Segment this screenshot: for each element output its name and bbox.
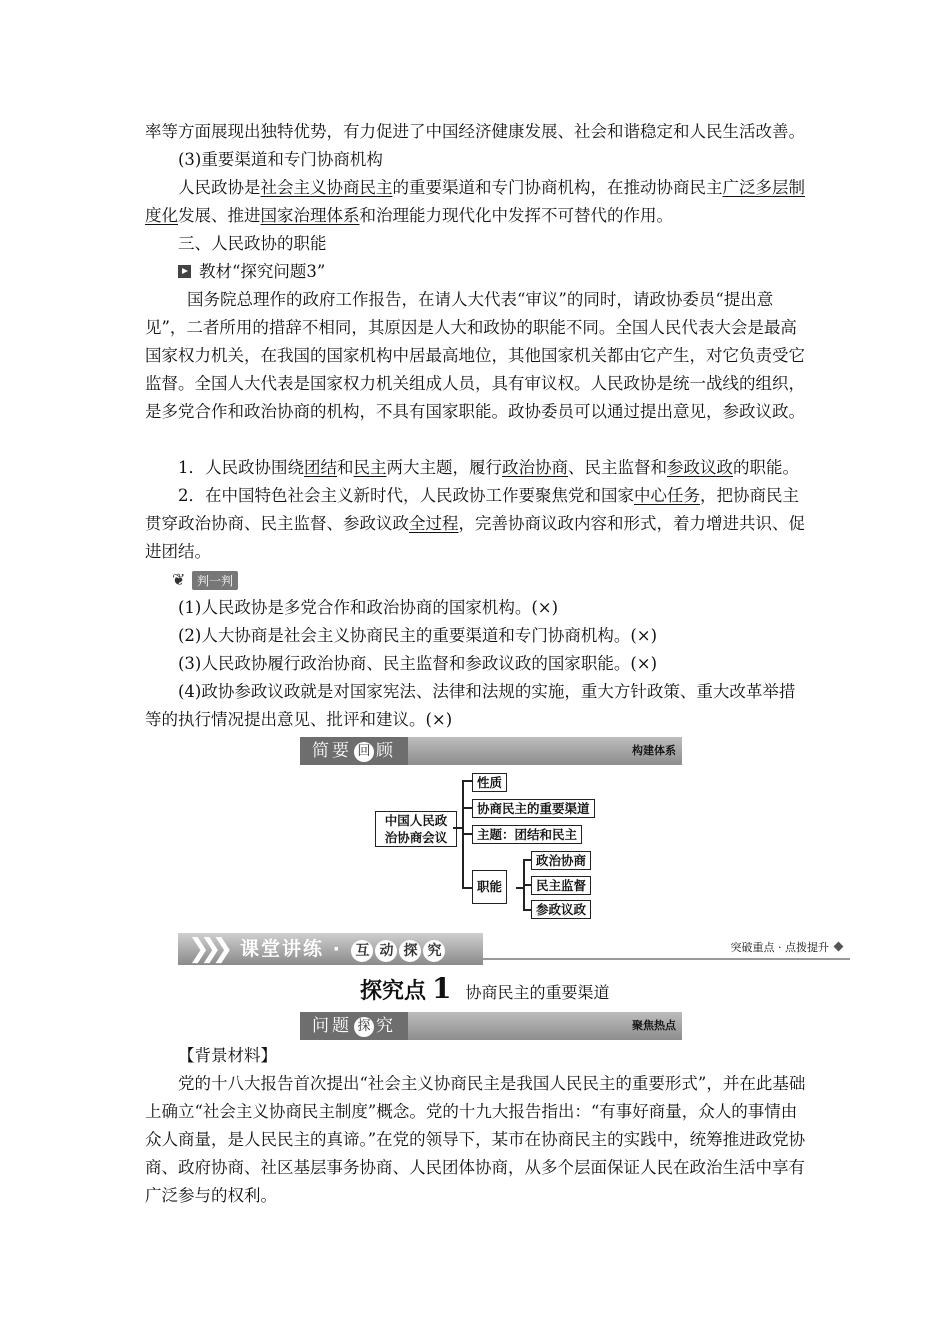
connector	[462, 887, 472, 889]
review-banner	[300, 737, 682, 765]
paragraph-explanation: 国务院总理作的政府工作报告，在请人大代表“审议”的同时，请政协委员“提出意见”，二者所用的措辞不相同，其原因是人大和政协的职能不同。全国人民代表大会是最高国家权力机关，在我国的国家机构中居最高地位，其他国家机关都由它产生，对它负责受它监督。全国人大代表是国家权力机关组成人员，具有审议权。人民政协是统一战线的组织，是多党合作和政治协商的机构，不具有国家职能。政协委员可以通过提出意见，参政议政。	[145, 290, 805, 421]
underlined-term: 社会主义协商民主	[260, 178, 393, 197]
judge-item-4: (4)政协参政议政就是对国家宪法、法律和法规的实施，重大方针政策、重大改革举措等的执行情况提出意见、批评和建议。(×)	[145, 682, 796, 729]
divider	[483, 958, 850, 960]
connector	[462, 807, 472, 809]
underlined-term: 中心任务	[634, 486, 700, 505]
subheading-3: (3)重要渠道和专门协商机构	[178, 150, 383, 169]
explore-point-title: 探究点 1 协商民主的重要渠道	[360, 972, 610, 1005]
mindmap-root: 中国人民政 治协商会议	[375, 811, 457, 847]
underlined-term: 国家治理体系	[260, 206, 360, 225]
question-banner	[300, 1012, 682, 1040]
play-icon	[178, 265, 191, 278]
mindmap-functions: 职能	[472, 870, 507, 904]
connector	[523, 909, 531, 911]
background-label: 【背景材料】	[178, 1046, 277, 1065]
point-1: 1．人民政协围绕团结和民主两大主题，履行政治协商、民主监督和参政议政的职能。	[178, 458, 799, 477]
class-banner-subtitle: 突破重点 · 点拨提升	[731, 939, 843, 955]
mindmap-function-2: 民主监督	[531, 876, 591, 895]
mindmap-nature: 性质	[472, 773, 507, 792]
connector	[462, 780, 472, 782]
class-banner-title: 课堂讲练 · 互 动 探 究	[240, 933, 446, 965]
mind-map	[370, 773, 630, 918]
point-2: 2．在中国特色社会主义新时代，人民政协工作要聚焦党和国家中心任务，把协商民主贯穿政治协商、民主监督、参政议政全过程，完善协商议政内容和形式，着力增进共识、促进团结。	[145, 486, 805, 561]
background-text: 党的十八大报告首次提出“社会主义协商民主是我国人民民主的重要形式”，并在此基础上确立“社会主义协商民主制度”概念。党的十九大报告指出：“有事好商量，众人的事情由众人商量，是人民民主的真谛。”在党的领导下，某市在协商民主的实践中，统筹推进政党协商、政府协商、社区基层事务协商、人民团体协商，从多个层面保证人民在政治生活中享有广泛参与的权利。	[145, 1074, 806, 1205]
underlined-term: 团结	[304, 458, 337, 477]
underlined-term: 民主	[353, 458, 387, 477]
connector	[523, 884, 531, 886]
connector	[462, 833, 472, 835]
underlined-term: 广泛多层制度化	[145, 178, 805, 225]
judge-item-2: (2)人大协商是社会主义协商民主的重要渠道和专门协商机构。(×)	[178, 626, 658, 645]
review-banner-title: 简要 回 顾	[300, 737, 408, 765]
underlined-term: 政治协商	[502, 458, 568, 477]
review-banner-subtitle: 构建体系	[632, 744, 676, 757]
underlined-term: 参政议政	[667, 458, 733, 477]
chevron-right-icon: ❯❯❯	[188, 934, 224, 964]
judge-badge	[172, 570, 238, 590]
paragraph-1: 率等方面展现出独特优势，有力促进了中国经济健康发展、社会和谐稳定和人民生活改善。	[145, 122, 805, 141]
underlined-term: 全过程	[409, 514, 459, 533]
section-heading-3: 三、人民政协的职能	[178, 234, 327, 253]
connector	[523, 859, 531, 861]
judge-label: 判一判	[192, 571, 238, 590]
paragraph-cppcc-channel: 人民政协是社会主义协商民主的重要渠道和专门协商机构，在推动协商民主广泛多层制度化发展、推进国家治理体系和治理能力现代化中发挥不可替代的作用。	[145, 178, 805, 225]
judge-item-1: (1)人民政协是多党合作和政治协商的国家机构。(×)	[178, 598, 559, 617]
mindmap-theme: 主题：团结和民主	[472, 825, 582, 844]
question-banner-subtitle: 聚焦热点	[632, 1019, 676, 1032]
judge-item-3: (3)人民政协履行政治协商、民主监督和参政议政的国家职能。(×)	[178, 654, 658, 673]
mindmap-function-1: 政治协商	[531, 851, 591, 870]
leaf-icon: ❦	[172, 570, 186, 589]
question-banner-title: 问题 探 究	[300, 1012, 408, 1040]
mindmap-channel: 协商民主的重要渠道	[472, 799, 595, 818]
textbook-question: 教材“探究问题3”	[145, 258, 807, 286]
diamond-icon	[834, 942, 844, 952]
mindmap-function-3: 参政议政	[531, 900, 591, 919]
class-banner	[178, 933, 850, 965]
